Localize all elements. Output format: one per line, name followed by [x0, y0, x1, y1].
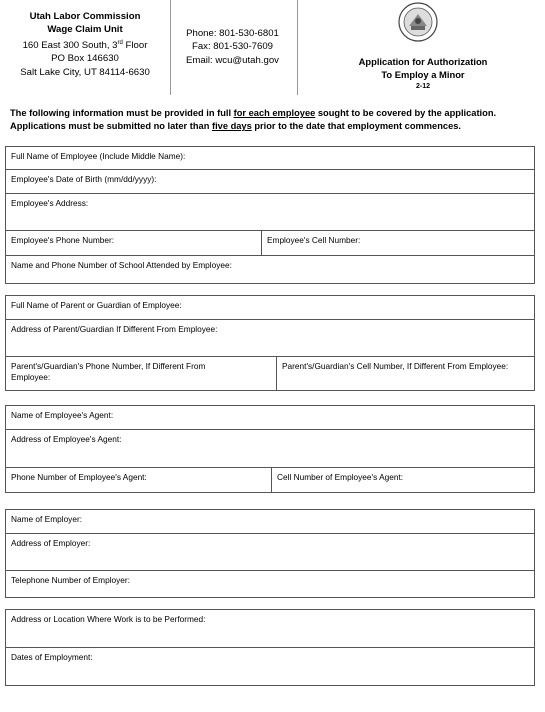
agent-cell-field[interactable] — [271, 468, 534, 492]
work-section — [5, 609, 535, 686]
employee-phone-row — [6, 231, 534, 256]
field-label: Employee's Address: — [11, 198, 89, 208]
employee-phone-field[interactable] — [6, 231, 261, 255]
form-version: 2-12 — [415, 83, 430, 91]
employee-school-field[interactable] — [6, 256, 534, 283]
fax-text: Fax: 801-530-7609 — [191, 41, 274, 53]
phone-text: Phone: 801-530-6801 — [186, 28, 279, 39]
agent-address-field[interactable] — [6, 430, 534, 468]
field-label: Parent's/Guardian's Phone Number, If Different From Employee: — [11, 361, 206, 382]
employee-cell-field[interactable] — [261, 231, 534, 255]
field-label: Employee's Cell Number: — [267, 235, 361, 245]
employee-full-name-field[interactable] — [6, 147, 534, 170]
guardian-address-field[interactable] — [6, 320, 534, 357]
field-label: Dates of Employment: — [11, 652, 93, 662]
instruction-line-1: The following information must be provided in full for each employee sought to be covered by the application. — [10, 108, 497, 118]
contact-block — [175, 27, 290, 67]
field-label: Address or Location Where Work is to be Performed: — [11, 614, 206, 624]
field-label: Full Name of Employee (Include Middle Name): — [11, 151, 186, 161]
unit-name: Wage Claim Unit — [47, 24, 123, 36]
employer-name-field[interactable] — [6, 510, 534, 534]
guardian-cell-field[interactable] — [276, 357, 534, 390]
form-title-line-2: To Employ a Minor — [381, 68, 465, 80]
field-label: Address of Employee's Agent: — [11, 434, 122, 444]
employer-section — [5, 509, 535, 598]
email-link[interactable]: Email: wcu@utah.gov — [186, 54, 279, 66]
employee-address-field[interactable] — [6, 194, 534, 231]
form-title-block — [328, 56, 518, 92]
guardian-phone-row — [6, 357, 534, 390]
field-label: Name of Employee's Agent: — [11, 410, 114, 420]
org-name: Utah Labor Commission — [29, 11, 141, 22]
field-label: Phone Number of Employee's Agent: — [11, 472, 147, 482]
agent-name-field[interactable] — [6, 406, 534, 430]
employment-dates-field[interactable] — [6, 648, 534, 685]
form-title-line-1: Application for Authorization — [358, 56, 488, 67]
field-label: Cell Number of Employee's Agent: — [277, 472, 404, 482]
street-address: 160 East 300 South, 3rd Floor — [22, 39, 148, 51]
employee-section — [5, 146, 535, 284]
employee-dob-field[interactable] — [6, 170, 534, 194]
employer-address-field[interactable] — [6, 534, 534, 571]
agency-address-block — [0, 10, 170, 79]
header-divider-right — [297, 0, 298, 95]
field-label: Employee's Phone Number: — [11, 235, 115, 245]
field-label: Address of Employer: — [11, 538, 91, 548]
field-label: Name and Phone Number of School Attended by Employee: — [11, 260, 232, 270]
field-label: Name of Employer: — [11, 514, 83, 524]
field-label: Address of Parent/Guardian If Different From Employee: — [11, 324, 218, 334]
field-label: Full Name of Parent or Guardian of Employee: — [11, 300, 182, 310]
agent-section — [5, 405, 535, 493]
guardian-phone-field[interactable] — [6, 357, 276, 390]
work-location-field[interactable] — [6, 610, 534, 648]
instructions — [10, 107, 535, 133]
agent-phone-field[interactable] — [6, 468, 271, 492]
po-box: PO Box 146630 — [51, 53, 119, 65]
state-seal-icon — [398, 2, 438, 42]
field-label: Employee's Date of Birth (mm/dd/yyyy): — [11, 174, 157, 184]
field-label: Telephone Number of Employer: — [11, 575, 130, 585]
city-state-zip: Salt Lake City, UT 84114-6630 — [20, 66, 150, 78]
agent-phone-row — [6, 468, 534, 492]
instruction-line-2: Applications must be submitted no later than five days prior to the date that employment commences. — [10, 121, 461, 132]
guardian-full-name-field[interactable] — [6, 296, 534, 320]
header-divider-left — [170, 0, 171, 95]
employer-phone-field[interactable] — [6, 571, 534, 597]
guardian-section — [5, 295, 535, 391]
field-label: Parent's/Guardian's Cell Number, If Different From Employee: — [282, 361, 509, 371]
